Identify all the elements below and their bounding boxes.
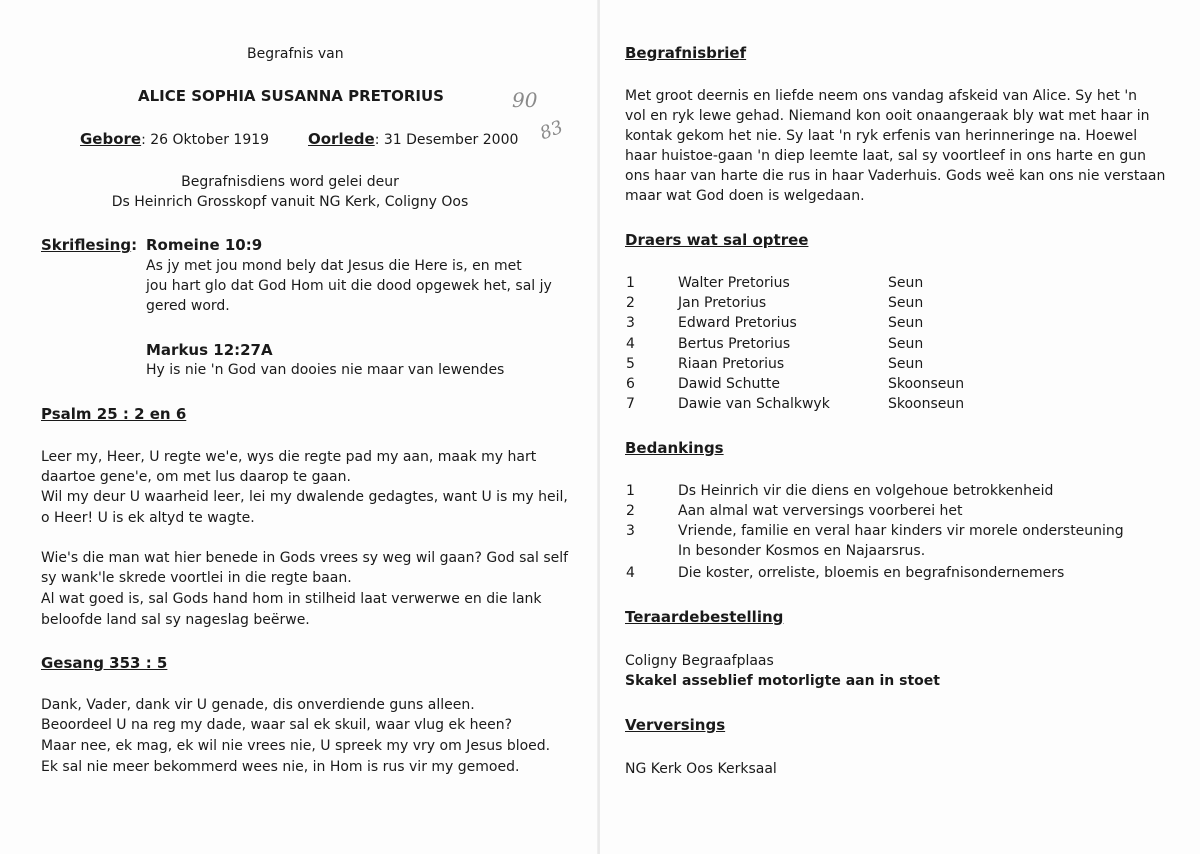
died-line: [308, 129, 518, 150]
bearer-row: [600, 273, 1200, 293]
bearer-number: 4: [626, 336, 635, 352]
thanks-item: [600, 521, 1200, 541]
thanks-text: Aan almal wat verversings voorberei het: [678, 503, 963, 519]
bearer-name: Jan Pretorius: [678, 295, 767, 311]
psalm-line: beloofde land sal sy nageslag beërwe.: [41, 612, 310, 628]
bearers-title: Draers wat sal optree: [625, 231, 809, 249]
psalm-title: Psalm 25 : 2 en 6: [41, 405, 187, 423]
thanks-number: 4: [626, 565, 635, 581]
thanks-text: In besonder Kosmos en Najaarsrus.: [678, 543, 926, 559]
bearer-name: Walter Pretorius: [678, 275, 790, 291]
born-line: [80, 129, 269, 150]
reading1-ref: Romeine 10:9: [146, 236, 263, 254]
refreshments-place: NG Kerk Oos Kerksaal: [625, 761, 777, 777]
bearer-number: 5: [626, 356, 635, 372]
bearer-name: Edward Pretorius: [678, 315, 797, 331]
bearer-row: [600, 354, 1200, 374]
bearer-role: Seun: [888, 275, 924, 291]
psalm-line: Leer my, Heer, U regte we'e, wys die regte pad my aan, maak my hart: [41, 449, 537, 465]
bearer-number: 2: [626, 295, 635, 311]
letter-line: kontak gekom het nie. Sy laat 'n ryk erfenis van herinneringe na. Hoewel: [625, 128, 1138, 144]
bearer-name: Riaan Pretorius: [678, 356, 785, 372]
psalm-line: o Heer! U is ek altyd te wagte.: [41, 510, 255, 526]
gesang-line: Ek sal nie meer bekommerd wees nie, in Hom is rus vir my gemoed.: [41, 759, 520, 775]
reading2-line: Hy is nie 'n God van dooies nie maar van lewendes: [146, 362, 505, 378]
gesang-line: Beoordeel U na reg my dade, waar sal ek skuil, waar vlug ek heen?: [41, 717, 513, 733]
thanks-number: 1: [626, 483, 635, 499]
left-page: [0, 0, 598, 854]
thanks-item: [600, 541, 1200, 561]
psalm-line: Wil my deur U waarheid leer, lei my dwalende gedagtes, want U is my heil,: [41, 489, 568, 505]
bearer-role: Seun: [888, 336, 924, 352]
reading1-line: As jy met jou mond bely dat Jesus die Here is, en met: [146, 258, 522, 274]
bearer-row: [600, 374, 1200, 394]
thanks-text: Ds Heinrich vir die diens en volgehoue betrokkenheid: [678, 483, 1054, 499]
bearer-number: 6: [626, 376, 635, 392]
handwritten-note-1: 90: [512, 88, 538, 112]
refreshments-title: Verversings: [625, 716, 726, 734]
thanks-title: Bedankings: [625, 439, 724, 457]
bearer-number: 1: [626, 275, 635, 291]
thanks-number: 2: [626, 503, 635, 519]
bearer-role: Seun: [888, 356, 924, 372]
bearer-row: [600, 293, 1200, 313]
thanks-item: [600, 501, 1200, 521]
born-label: Gebore: [80, 130, 142, 148]
bearer-name: Dawie van Schalkwyk: [678, 396, 830, 412]
bearer-row: [600, 334, 1200, 354]
thanks-text: Die koster, orreliste, bloemis en begrafnisondernemers: [678, 565, 1065, 581]
gesang-line: Maar nee, ek mag, ek wil nie vrees nie, U spreek my vry om Jesus bloed.: [41, 738, 551, 754]
thanks-number: 3: [626, 523, 635, 539]
right-page: [600, 0, 1200, 854]
gesang-line: Dank, Vader, dank vir U genade, dis onverdiende guns alleen.: [41, 697, 475, 713]
thanks-item: [600, 481, 1200, 501]
letter-line: haar huistoe-gaan 'n diep leemte laat, sal sy voortleef in ons harte en gun: [625, 148, 1147, 164]
born-date: : 26 Oktober 1919: [141, 132, 270, 148]
bearer-number: 7: [626, 396, 635, 412]
died-label: Oorlede: [308, 130, 375, 148]
died-date: : 31 Desember 2000: [374, 132, 519, 148]
psalm-line: Wie's die man wat hier benede in Gods vrees sy weg wil gaan? God sal self: [41, 550, 569, 566]
letter-title: Begrafnisbrief: [625, 44, 747, 62]
burial-place: Coligny Begraafplaas: [625, 653, 774, 669]
bearer-row: [600, 313, 1200, 333]
reading1-line: jou hart glo dat God Hom uit die dood opgewek het, sal jy: [146, 278, 552, 294]
deceased-name: ALICE SOPHIA SUSANNA PRETORIUS: [138, 87, 444, 105]
header-text: Begrafnis van: [247, 46, 344, 62]
letter-line: maar wat God doen is welgedaan.: [625, 188, 865, 204]
bearer-role: Seun: [888, 295, 924, 311]
reading-label: [41, 235, 137, 255]
psalm-line: daartoe gene'e, om met lus daarop te gaan.: [41, 469, 351, 485]
bearer-role: Skoonseun: [888, 376, 965, 392]
thanks-item: [600, 563, 1200, 583]
reading-label-colon: :: [131, 236, 138, 254]
handwritten-note-2: 83: [537, 116, 566, 145]
reading2-ref: Markus 12:27A: [146, 341, 273, 359]
burial-title: Teraardebestelling: [625, 608, 784, 626]
reading-label-text: Skriflesing: [41, 236, 132, 254]
reading1-line: gered word.: [146, 298, 230, 314]
burial-note: Skakel asseblief motorligte aan in stoet: [625, 673, 940, 689]
psalm-line: sy wank'le skrede voortlei in die regte baan.: [41, 570, 352, 586]
thanks-text: Vriende, familie en veral haar kinders vir morele ondersteuning: [678, 523, 1124, 539]
bearer-number: 3: [626, 315, 635, 331]
service-line-2: Ds Heinrich Grosskopf vanuit NG Kerk, Coligny Oos: [111, 194, 469, 210]
letter-line: vol en ryk lewe gehad. Niemand kon ooit onaangeraak bly wat met haar in: [625, 108, 1150, 124]
bearer-name: Bertus Pretorius: [678, 336, 791, 352]
letter-line: Met groot deernis en liefde neem ons vandag afskeid van Alice. Sy het 'n: [625, 88, 1138, 104]
service-line-1: Begrafnisdiens word gelei deur: [181, 174, 399, 190]
bearer-name: Dawid Schutte: [678, 376, 780, 392]
bearer-row: [600, 394, 1200, 414]
bearer-role: Seun: [888, 315, 924, 331]
letter-line: ons haar van harte die rus in haar Vaderhuis. Gods weë kan ons nie verstaan: [625, 168, 1166, 184]
psalm-line: Al wat goed is, sal Gods hand hom in stilheid laat verwerwe en die lank: [41, 591, 542, 607]
bearer-role: Skoonseun: [888, 396, 965, 412]
gesang-title: Gesang 353 : 5: [41, 654, 168, 672]
